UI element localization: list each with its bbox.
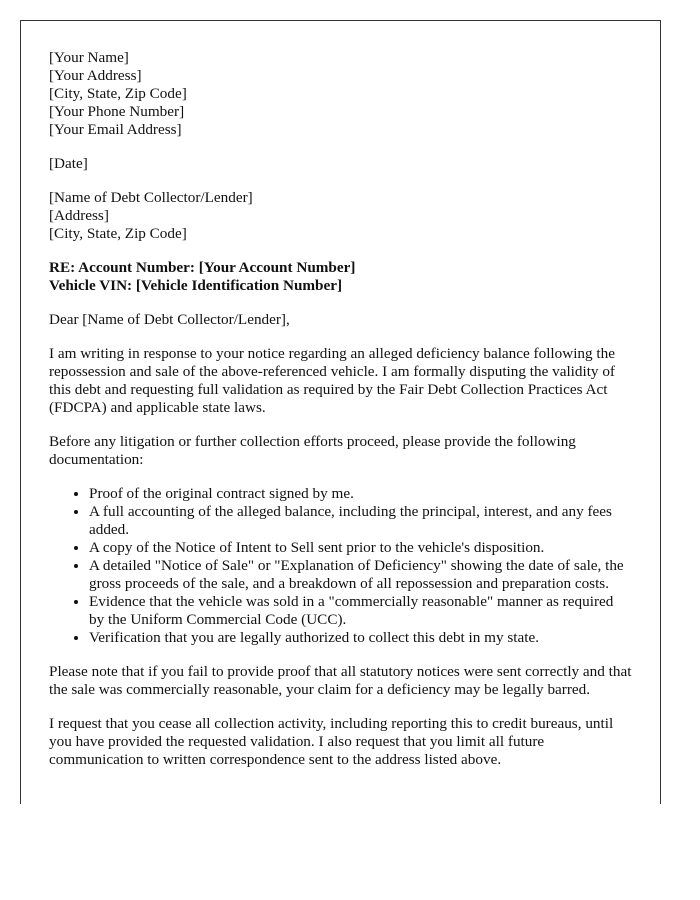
list-item: • Evidence that the vehicle was sold in a "commercially reasonable" manner as required by the Uniform Commercial Code (UCC). bbox=[89, 593, 632, 629]
salutation: Dear [Name of Debt Collector/Lender], bbox=[49, 311, 290, 328]
list-item: • Verification that you are legally authorized to collect this debt in my state. bbox=[89, 629, 632, 647]
recipient-address: [Address] bbox=[49, 207, 109, 224]
re-vin: Vehicle VIN: [Vehicle Identification Number] bbox=[49, 277, 343, 294]
list-item: • A copy of the Notice of Intent to Sell sent prior to the vehicle's disposition. bbox=[89, 539, 632, 557]
request-list bbox=[49, 485, 632, 647]
date: [Date] bbox=[49, 155, 88, 172]
sender-address: [Your Address] bbox=[49, 67, 142, 84]
re-block bbox=[49, 259, 632, 295]
sender-phone: [Your Phone Number] bbox=[49, 103, 185, 120]
recipient-name: [Name of Debt Collector/Lender] bbox=[49, 189, 253, 206]
letter-page bbox=[20, 20, 661, 804]
sender-name: [Your Name] bbox=[49, 49, 129, 66]
body-paragraph: I am writing in response to your notice regarding an alleged deficiency balance following the repossession and sale of the above-referenced vehicle. I am formally disputing the validity of this debt and requesting full validation as required by the Fair Debt Collection Practices Act (FDCPA) and applicable state laws. bbox=[49, 345, 615, 416]
list-item: • A full accounting of the alleged balance, including the principal, interest, and any fees added. bbox=[89, 503, 632, 539]
recipient-city: [City, State, Zip Code] bbox=[49, 225, 187, 242]
sender-block bbox=[49, 49, 632, 139]
body-paragraph: I request that you cease all collection activity, including reporting this to credit bureaus, until you have provided the requested validation. I also request that you limit all future communication to written correspondence sent to the address listed above. bbox=[49, 715, 614, 768]
recipient-block bbox=[49, 189, 632, 243]
body-paragraph: Before any litigation or further collection efforts proceed, please provide the following documentation: bbox=[49, 433, 576, 468]
list-item: • A detailed "Notice of Sale" or "Explanation of Deficiency" showing the date of sale, the gross proceeds of the sale, and a breakdown of all repossession and preparation costs. bbox=[89, 557, 632, 593]
body-paragraph: Please note that if you fail to provide proof that all statutory notices were sent correctly and that the sale was commercially reasonable, your claim for a deficiency may be legally barred. bbox=[49, 663, 632, 698]
list-item: • Proof of the original contract signed by me. bbox=[89, 485, 632, 503]
re-account: RE: Account Number: [Your Account Number] bbox=[49, 259, 356, 276]
sender-city: [City, State, Zip Code] bbox=[49, 85, 187, 102]
sender-email: [Your Email Address] bbox=[49, 121, 182, 138]
